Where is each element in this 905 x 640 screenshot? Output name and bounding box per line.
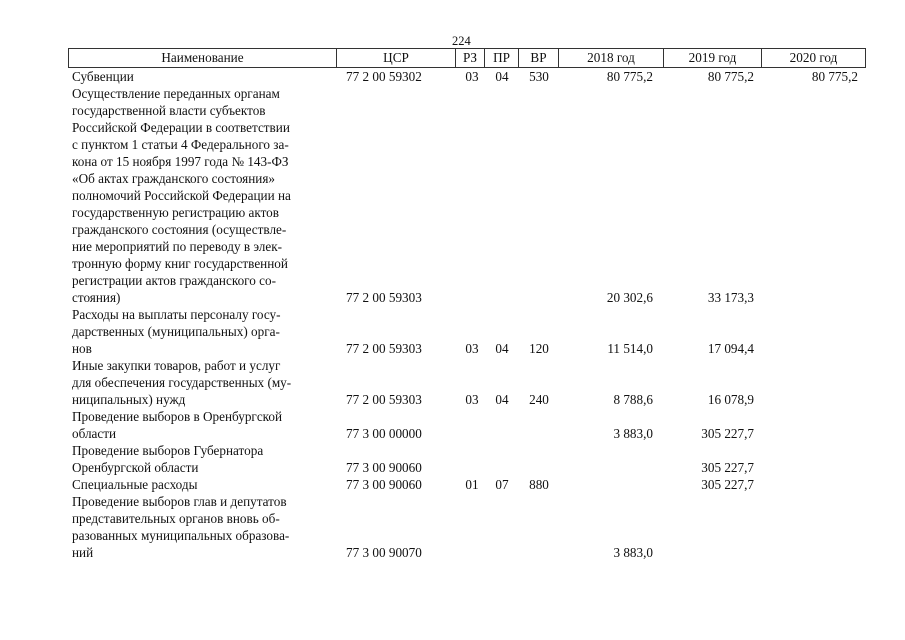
row-vr: 530 (529, 69, 549, 84)
row-y2019: 17 094,4 (707, 341, 754, 356)
header-divider (865, 48, 866, 68)
row-name-line: стояния) (72, 290, 121, 305)
row-name-line: тронную форму книг государственной (72, 256, 288, 271)
row-name-line: нов (72, 341, 92, 356)
row-name-line: кона от 15 ноября 1997 года № 143-ФЗ (72, 154, 289, 169)
row-y2019: 305 227,7 (701, 460, 754, 475)
row-rz: 03 (465, 341, 479, 356)
row-name-line: «Об актах гражданского состояния» (72, 171, 276, 186)
header-csr: ЦСР (383, 50, 409, 65)
row-name-line: для обеспечения государственных (му- (72, 375, 292, 390)
header-vr: ВР (530, 50, 547, 65)
row-rz: 03 (465, 392, 479, 407)
row-name-line: ние мероприятий по переводу в элек- (72, 239, 283, 254)
row-pr: 07 (495, 477, 509, 492)
page-number: 224 (452, 34, 471, 48)
row-name (72, 85, 334, 306)
table-row (0, 68, 905, 85)
row-vr: 880 (529, 477, 549, 492)
row-pr: 04 (495, 341, 509, 356)
table-row (0, 306, 905, 357)
row-y2019: 305 227,7 (701, 477, 754, 492)
row-name-line: государственной власти субъектов (72, 103, 266, 118)
row-name (72, 357, 334, 408)
row-name-line: ний (72, 545, 94, 560)
row-csr: 77 3 00 00000 (346, 426, 422, 441)
row-csr: 77 3 00 90060 (346, 477, 422, 492)
row-name-line: представительных органов вновь об- (72, 511, 280, 526)
row-name-line: ниципальных) нужд (72, 392, 186, 407)
row-csr: 77 2 00 59303 (346, 290, 422, 305)
row-name (72, 493, 334, 561)
row-name-line: разованных муниципальных образова- (72, 528, 290, 543)
row-y2018: 80 775,2 (606, 69, 653, 84)
row-y2018: 20 302,6 (606, 290, 653, 305)
row-pr: 04 (495, 392, 509, 407)
row-vr: 240 (529, 392, 549, 407)
row-name-line: Субвенции (72, 69, 134, 84)
row-y2018: 3 883,0 (613, 426, 653, 441)
row-name-line: с пунктом 1 статьи 4 Федерального за- (72, 137, 289, 152)
row-name-line: гражданского состояния (осуществле- (72, 222, 287, 237)
row-y2019: 33 173,3 (707, 290, 754, 305)
row-csr: 77 2 00 59302 (346, 69, 422, 84)
table-row (0, 442, 905, 476)
header-2018: 2018 год (587, 50, 635, 65)
row-name-line: Российской Федерации в соответствии (72, 120, 290, 135)
row-name-line: Проведение выборов глав и депутатов (72, 494, 287, 509)
header-name: Наименование (161, 50, 244, 65)
row-y2018: 11 514,0 (607, 341, 653, 356)
row-y2018: 8 788,6 (613, 392, 653, 407)
row-name-line: дарственных (муниципальных) орга- (72, 324, 280, 339)
row-vr: 120 (529, 341, 549, 356)
header-2019: 2019 год (688, 50, 737, 65)
row-csr: 77 3 00 90070 (346, 545, 422, 560)
row-name-line: Проведение выборов в Оренбургской (72, 409, 283, 424)
row-name-line: регистрации актов гражданского со- (72, 273, 276, 288)
table-row (0, 357, 905, 408)
header-rz: РЗ (462, 50, 478, 65)
row-name-line: Расходы на выплаты персоналу госу- (72, 307, 281, 322)
row-name-line: государственную регистрацию актов (72, 205, 279, 220)
row-name (72, 68, 334, 85)
row-name-line: Проведение выборов Губернатора (72, 443, 264, 458)
header-pr: ПР (493, 50, 510, 65)
table-row (0, 408, 905, 442)
row-name (72, 408, 334, 442)
row-csr: 77 2 00 59303 (346, 392, 422, 407)
row-rz: 01 (465, 477, 479, 492)
header-2020: 2020 год (789, 50, 838, 65)
row-name-line: Иные закупки товаров, работ и услуг (72, 358, 281, 373)
row-name (72, 476, 334, 493)
row-name (72, 306, 334, 357)
row-name (72, 442, 334, 476)
row-y2019: 16 078,9 (707, 392, 754, 407)
row-y2019: 80 775,2 (707, 69, 754, 84)
row-name-line: Осуществление переданных органам (72, 86, 280, 101)
row-csr: 77 3 00 90060 (346, 460, 422, 475)
table-row (0, 493, 905, 561)
row-name-line: Специальные расходы (72, 477, 198, 492)
row-csr: 77 2 00 59303 (346, 341, 422, 356)
row-y2020: 80 775,2 (811, 69, 858, 84)
table-row (0, 476, 905, 493)
table-row (0, 85, 905, 306)
row-pr: 04 (495, 69, 509, 84)
row-name-line: полномочий Российской Федерации на (72, 188, 291, 203)
row-y2019: 305 227,7 (701, 426, 754, 441)
row-name-line: Оренбургской области (72, 460, 199, 475)
row-name-line: области (72, 426, 117, 441)
row-rz: 03 (465, 69, 479, 84)
row-y2018: 3 883,0 (613, 545, 653, 560)
